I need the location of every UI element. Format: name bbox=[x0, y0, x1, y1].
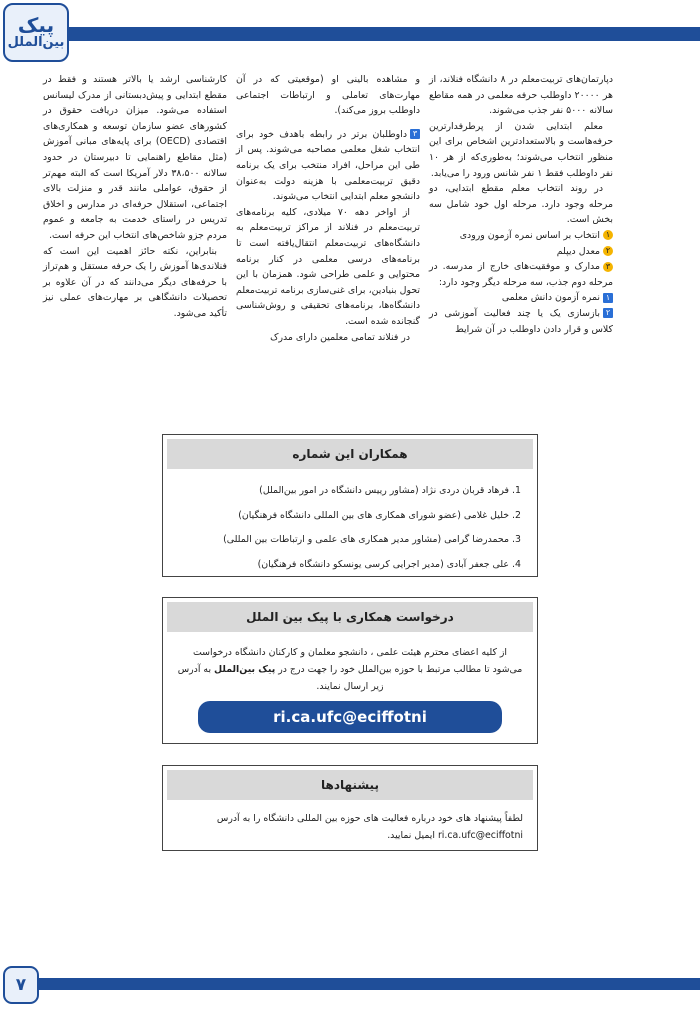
list-item: ۲بازسازی یک یا چند فعالیت آموزشی در کلاس و قرار دادن داوطلب در آن شرایط bbox=[429, 307, 613, 335]
paragraph: از اواخر دهه ۷۰ میلادی، کلیه برنامه‌های تربیت‌معلم در فنلاند از مراکز تربیت‌معلم به دانشگاه‌های تربیت‌معلم انتقال‌یافته است تا برنامه‌های درسی معلمی در کنار برنامه محتوایی و علمی طراحی شود. همزمان با این تحول بنیادین، برای غنی‌سازی برنامه تربیت‌معلم دانشگاه‌ها، برنامه‌های تحقیقی و روش‌شناسی گنجانده شده است. bbox=[236, 206, 420, 327]
logo-line2: بین‌الملل bbox=[7, 35, 65, 50]
paragraph: و مشاهده بالینی او (موقعیتی که در آن مهارت‌های تعاملی و ارتباطات اجتماعی داوطلب بروز می‌کند). bbox=[236, 74, 420, 117]
email-link[interactable]: ri.ca.ufc@eciffotni bbox=[198, 701, 502, 733]
suggestions-box bbox=[162, 765, 538, 851]
paragraph: بنابراین، نکته حائز اهمیت این است که فنلاندی‌ها آموزش را یک حرفه مستقل و هم‌تراز با حرفه‌های دیگر می‌دانند که در آن علاوه بر تحصیلات دانشگاهی بر مهارت‌های عملی نیز تأکید می‌شود. bbox=[43, 245, 227, 319]
list-item: ۲معدل دیپلم bbox=[429, 244, 613, 260]
article-columns bbox=[43, 72, 613, 372]
bottom-banner-bar bbox=[38, 978, 700, 990]
number-badge: ۲ bbox=[603, 308, 613, 318]
paragraph: معلم ابتدایی شدن از پرطرفدارترین حرفه‌هاست و بالاستعدادترین اشخاص برای این منظور انتخاب می‌شوند؛ به‌طوری‌که از هر ۱۰ نفر داوطلب فقط ۱ نفر شانس ورود را می‌یابد. bbox=[429, 120, 613, 179]
suggestions-title: پیشنهادها bbox=[167, 770, 533, 800]
paragraph: در روند انتخاب معلم مقطع ابتدایی، دو مرحله وجود دارد. مرحله اول خود شامل سه بخش است. bbox=[429, 183, 613, 226]
top-banner-bar bbox=[55, 27, 700, 41]
collaboration-request-box bbox=[162, 597, 538, 744]
paragraph: در فنلاند تمامی معلمین دارای مدرک bbox=[270, 331, 410, 343]
paragraph: کارشناسی ارشد یا بالاتر هستند و فقط در مقطع ابتدایی و پیش‌دبستانی از مدرک لیسانس استفاده می‌شود. میزان دریافت حقوق در کشورهای عضو سازمان توسعه و همکاری‌های اقتصادی (OECD) برای پایه‌های مبانی آموزش (مثل مقاطع راهنمایی تا دبیرستان در حدود سالانه ۳۸،۵۰۰ دلار آمریکا است که البته مهم‌تر از حقوق، عواملی مانند قدر و منزلت بالای اجتماعی، استقلال حرفه‌ای در مدارس و اخلاق تدریس در راستای خدمت به جامعه و عموم مردم جزو شاخص‌های انتخاب این حرفه است. bbox=[43, 74, 227, 241]
page-number: ۷ bbox=[3, 966, 39, 1004]
magazine-logo bbox=[3, 3, 69, 62]
paragraph: دپارتمان‌های تربیت‌معلم در ۸ دانشگاه فنلاند، از هر ۲۰۰۰۰ داوطلب حرفه معلمی در همه مقاطع سالانه ۵۰۰۰ نفر جذب می‌شوند. bbox=[429, 74, 613, 117]
logo-line1: پیک bbox=[17, 13, 55, 37]
contributors-title: همکاران این شماره bbox=[167, 439, 533, 469]
collaboration-title: درخواست همکاری با پیک بین الملل bbox=[167, 602, 533, 632]
list-item: ۳مدارک و موفقیت‌های خارج از مدرسه. در مرحله دوم جذب، سه مرحله دیگر وجود دارد: bbox=[429, 261, 613, 288]
contributor-item: 4. علی جعفر آبادی (مدیر اجرایی کرسی یونسکو دانشگاه فرهنگیان) bbox=[177, 553, 509, 578]
suggestions-text: لطفاً پیشنهاد های خود درباره فعالیت های حوزه بین المللی دانشگاه را به آدرس ri.ca.ufc@eciffotni ایمیل نمایید. bbox=[216, 813, 523, 841]
collaboration-text: از کلیه اعضای محترم هیئت علمی ، دانشجو معلمان و کارکنان دانشگاه درخواست می‌شود تا مطالب مرتبط با حوزه بین‌الملل خود را جهت درج در پیک بین‌الملل به آدرس زیر ارسال نمایند. ri.ca.ufc@eciffotni bbox=[163, 636, 537, 743]
column-middle bbox=[236, 72, 420, 345]
list-item: ۳داوطلبان برتر در رابطه باهدف خود برای انتخاب شغل معلمی مصاحبه می‌شوند. پس از طی این مراحل، افراد منتخب برای یک برنامه دقیق تربیت‌معلمی با هزینه دولت به‌عنوان دانشجو معلم ابتدایی انتخاب می‌شوند. bbox=[236, 128, 420, 203]
list-item: ۱انتخاب بر اساس نمره آزمون ورودی bbox=[429, 228, 613, 244]
column-right bbox=[429, 72, 613, 337]
number-badge: ۳ bbox=[603, 262, 613, 272]
email-link[interactable]: ri.ca.ufc@eciffotni bbox=[437, 830, 523, 841]
number-badge: ۲ bbox=[603, 246, 613, 256]
number-badge: ۳ bbox=[410, 129, 420, 139]
number-badge: ۱ bbox=[603, 293, 613, 303]
column-left bbox=[43, 72, 227, 322]
contributors-box bbox=[162, 434, 538, 577]
contributor-item: 1. فرهاد قربان دردی نژاد (مشاور رییس دانشگاه در امور بین‌الملل) bbox=[177, 479, 509, 504]
number-badge: ۱ bbox=[603, 230, 613, 240]
contributor-item: 3. محمدرضا گرامی (مشاور مدیر همکاری های علمی و ارتباطات بین المللی) bbox=[177, 528, 509, 553]
contributor-item: 2. خلیل غلامی (عضو شورای همکاری های بین المللی دانشگاه فرهنگیان) bbox=[177, 504, 509, 529]
list-item: ۱نمره آزمون دانش معلمی bbox=[429, 290, 613, 306]
